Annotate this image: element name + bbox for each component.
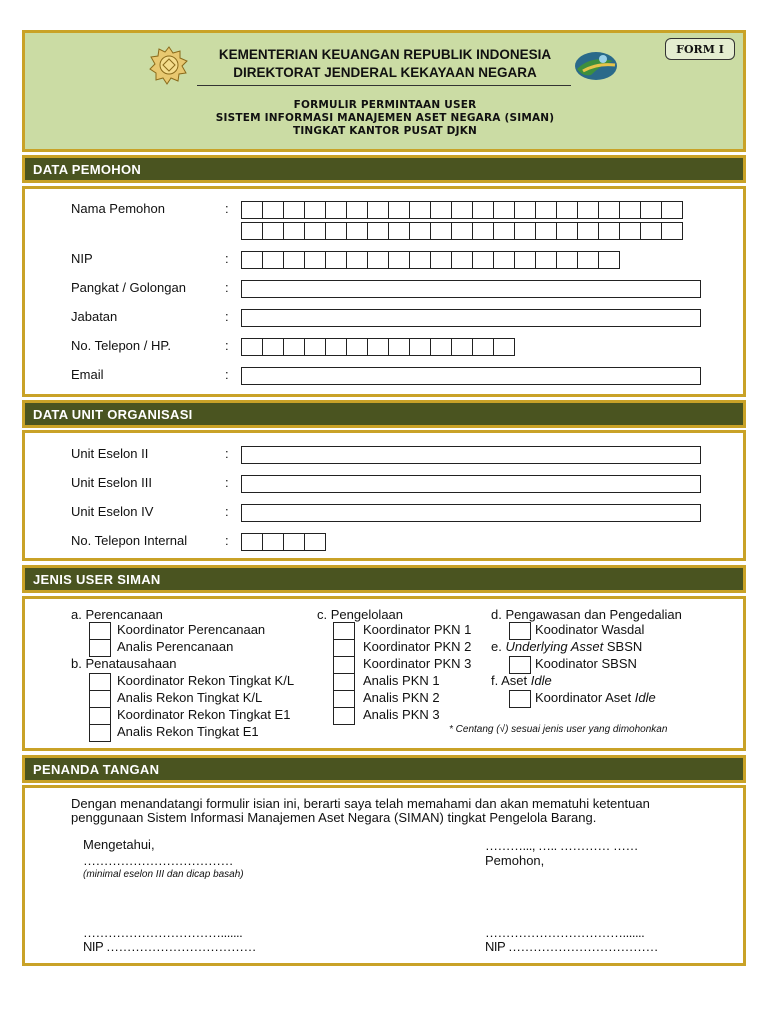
group-c-title: c. Pengelolaan	[317, 607, 404, 622]
eselon3-input[interactable]	[241, 475, 701, 493]
char-cell[interactable]	[367, 338, 389, 356]
char-cell[interactable]	[283, 533, 305, 551]
char-cell[interactable]	[598, 251, 620, 269]
email-input[interactable]	[241, 367, 701, 385]
char-cell[interactable]	[493, 251, 515, 269]
system-name: SISTEM INFORMASI MANAJEMEN ASET NEGARA (SIMAN)	[215, 112, 555, 124]
char-cell[interactable]	[556, 222, 578, 240]
section-penanda-tangan: PENANDA TANGAN	[22, 755, 746, 783]
penanda-tangan-panel	[22, 785, 746, 966]
option-e1-label: Koodinator SBSN	[535, 656, 637, 671]
section-jenis-user: JENIS USER SIMAN	[22, 565, 746, 593]
form-header	[22, 30, 746, 152]
char-cell[interactable]	[262, 222, 284, 240]
checkbox-c1[interactable]	[333, 622, 355, 640]
char-cell[interactable]	[367, 201, 389, 219]
char-cell[interactable]	[283, 222, 305, 240]
char-cell[interactable]	[451, 251, 473, 269]
form-level: TINGKAT KANTOR PUSAT DJKN	[292, 125, 478, 137]
nama-input-row-1[interactable]	[241, 201, 682, 219]
mengetahui-label: Mengetahui,	[83, 837, 155, 852]
char-cell[interactable]	[409, 251, 431, 269]
telepon-internal-input[interactable]	[241, 533, 325, 551]
pangkat-input[interactable]	[241, 280, 701, 298]
option-b4-label: Analis Rekon Tingkat E1	[117, 724, 259, 739]
char-cell[interactable]	[346, 222, 368, 240]
group-a-title: a. Perencanaan	[71, 607, 163, 622]
char-cell[interactable]	[493, 338, 515, 356]
option-a1-label: Koordinator Perencanaan	[117, 622, 266, 637]
group-b-title: b. Penatausahaan	[71, 656, 177, 671]
option-c6-label: Analis PKN 3	[363, 707, 440, 722]
checkbox-a2[interactable]	[89, 639, 111, 657]
char-cell[interactable]	[640, 222, 662, 240]
option-b2-label: Analis Rekon Tingkat K/L	[117, 690, 263, 705]
mengetahui-note: (minimal eselon III dan dicap basah)	[83, 869, 244, 880]
char-cell[interactable]	[241, 251, 263, 269]
right-signature-line[interactable]: …………………………….......	[485, 925, 645, 940]
char-cell[interactable]	[535, 201, 557, 219]
form-title: FORMULIR PERMINTAAN USER	[293, 99, 477, 111]
checkbox-note: * Centang (√) sesuai jenis user yang dimohonkan	[449, 724, 668, 735]
char-cell[interactable]	[388, 251, 410, 269]
char-cell[interactable]	[430, 338, 452, 356]
char-cell[interactable]	[241, 338, 263, 356]
char-cell[interactable]	[283, 251, 305, 269]
char-cell[interactable]	[451, 201, 473, 219]
checkbox-f1[interactable]	[509, 690, 531, 708]
group-d-title: d. Pengawasan dan Pengedalian	[491, 607, 682, 622]
char-cell[interactable]	[661, 222, 683, 240]
char-cell[interactable]	[598, 222, 620, 240]
section-data-pemohon: DATA PEMOHON	[22, 155, 746, 183]
option-c2-label: Koordinator PKN 2	[363, 639, 472, 654]
checkbox-b4[interactable]	[89, 724, 111, 742]
ministry-name: KEMENTERIAN KEUANGAN REPUBLIK INDONESIA	[218, 47, 552, 62]
mengetahui-name-line[interactable]: ………………………………	[83, 853, 233, 868]
char-cell[interactable]	[346, 201, 368, 219]
char-cell[interactable]	[535, 222, 557, 240]
telepon-internal-label: No. Telepon Internal	[71, 533, 188, 548]
char-cell[interactable]	[346, 251, 368, 269]
checkbox-c6[interactable]	[333, 707, 355, 725]
char-cell[interactable]	[577, 222, 599, 240]
char-cell[interactable]	[493, 201, 515, 219]
nip-input[interactable]	[241, 251, 619, 269]
char-cell[interactable]	[304, 201, 326, 219]
option-c1-label: Koordinator PKN 1	[363, 622, 472, 637]
statement-line-2: penggunaan Sistem Informasi Manajemen Aset Negara (SIMAN) tingkat Pengelola Barang.	[71, 810, 597, 825]
checkbox-c2[interactable]	[333, 639, 355, 657]
char-cell[interactable]	[619, 222, 641, 240]
left-signature-line[interactable]: …………………………….......	[83, 925, 243, 940]
group-f-title: f. Aset Idle	[491, 673, 552, 688]
char-cell[interactable]	[577, 251, 599, 269]
date-place-line[interactable]: ………..., ….. ………… ……	[485, 838, 639, 853]
char-cell[interactable]	[304, 251, 326, 269]
pangkat-label: Pangkat / Golongan	[71, 280, 186, 295]
char-cell[interactable]	[241, 533, 263, 551]
option-d1-label: Koodinator Wasdal	[535, 622, 645, 637]
char-cell[interactable]	[472, 338, 494, 356]
char-cell[interactable]	[472, 201, 494, 219]
char-cell[interactable]	[367, 222, 389, 240]
char-cell[interactable]	[388, 201, 410, 219]
checkbox-d1[interactable]	[509, 622, 531, 640]
char-cell[interactable]	[304, 222, 326, 240]
char-cell[interactable]	[619, 201, 641, 219]
char-cell[interactable]	[514, 251, 536, 269]
char-cell[interactable]	[325, 338, 347, 356]
char-cell[interactable]	[556, 251, 578, 269]
right-nip-line[interactable]: NIP ………………………………	[485, 939, 659, 954]
char-cell[interactable]	[535, 251, 557, 269]
section-data-unit: DATA UNIT ORGANISASI	[22, 400, 746, 428]
option-f1-label: Koordinator Aset Idle	[535, 690, 656, 705]
char-cell[interactable]	[409, 201, 431, 219]
pemohon-label: Pemohon,	[485, 853, 545, 868]
char-cell[interactable]	[514, 222, 536, 240]
char-cell[interactable]	[241, 222, 263, 240]
option-b1-label: Koordinator Rekon Tingkat K/L	[117, 673, 295, 688]
char-cell[interactable]	[241, 201, 263, 219]
eselon4-input[interactable]	[241, 504, 701, 522]
nip-label: NIP	[71, 251, 93, 266]
char-cell[interactable]	[430, 251, 452, 269]
eselon2-label: Unit Eselon II	[71, 446, 149, 461]
char-cell[interactable]	[325, 201, 347, 219]
checkbox-e1[interactable]	[509, 656, 531, 674]
char-cell[interactable]	[283, 201, 305, 219]
option-a2-label: Analis Perencanaan	[117, 639, 234, 654]
char-cell[interactable]	[640, 201, 662, 219]
char-cell[interactable]	[409, 222, 431, 240]
jabatan-label: Jabatan	[71, 309, 118, 324]
group-e-title: e. Underlying Asset SBSN	[491, 639, 643, 654]
char-cell[interactable]	[367, 251, 389, 269]
char-cell[interactable]	[451, 338, 473, 356]
char-cell[interactable]	[430, 201, 452, 219]
directorate-name: DIREKTORAT JENDERAL KEKAYAAN NEGARA	[233, 65, 537, 80]
char-cell[interactable]	[472, 251, 494, 269]
char-cell[interactable]	[325, 222, 347, 240]
char-cell[interactable]	[472, 222, 494, 240]
left-nip-line[interactable]: NIP ………………………………	[83, 939, 257, 954]
eselon2-input[interactable]	[241, 446, 701, 464]
jabatan-input[interactable]	[241, 309, 701, 327]
char-cell[interactable]	[661, 201, 683, 219]
char-cell[interactable]	[493, 222, 515, 240]
char-cell[interactable]	[346, 338, 368, 356]
option-c5-label: Analis PKN 2	[363, 690, 440, 705]
char-cell[interactable]	[262, 201, 284, 219]
eselon4-label: Unit Eselon IV	[71, 504, 154, 519]
char-cell[interactable]	[451, 222, 473, 240]
checkbox-c5[interactable]	[333, 690, 355, 708]
data-unit-panel: Unit Eselon II : Unit Eselon III : Unit Eselon IV : No. Telepon Internal :	[22, 430, 746, 561]
char-cell[interactable]	[514, 201, 536, 219]
checkbox-c4[interactable]	[333, 673, 355, 691]
checkbox-b3[interactable]	[89, 707, 111, 725]
telepon-label: No. Telepon / HP.	[71, 338, 171, 353]
telepon-input[interactable]	[241, 338, 514, 356]
char-cell[interactable]	[577, 201, 599, 219]
option-b3-label: Koordinator Rekon Tingkat E1	[117, 707, 291, 722]
char-cell[interactable]	[409, 338, 431, 356]
checkbox-b2[interactable]	[89, 690, 111, 708]
option-c4-label: Analis PKN 1	[363, 673, 440, 688]
char-cell[interactable]	[430, 222, 452, 240]
char-cell[interactable]	[262, 338, 284, 356]
char-cell[interactable]	[304, 338, 326, 356]
jenis-user-panel	[22, 596, 746, 751]
char-cell[interactable]	[262, 533, 284, 551]
checkbox-c3[interactable]	[333, 656, 355, 674]
nama-label: Nama Pemohon	[71, 201, 165, 216]
email-label: Email	[71, 367, 104, 382]
option-c3-label: Koordinator PKN 3	[363, 656, 472, 671]
char-cell[interactable]	[556, 201, 578, 219]
nama-input-row-2[interactable]	[241, 222, 682, 240]
char-cell[interactable]	[388, 222, 410, 240]
header-divider	[197, 85, 571, 86]
form-code-badge: FORM I	[665, 38, 735, 60]
statement-line-1: Dengan menandatangi formulir isian ini, berarti saya telah memahami dan akan mematuhi ketentuan	[71, 796, 650, 811]
checkbox-a1[interactable]	[89, 622, 111, 640]
char-cell[interactable]	[304, 533, 326, 551]
checkbox-b1[interactable]	[89, 673, 111, 691]
char-cell[interactable]	[325, 251, 347, 269]
char-cell[interactable]	[262, 251, 284, 269]
data-pemohon-panel: Nama Pemohon : NIP : Pangkat / Golongan : Jabatan : No. Telepon / HP. : Email :	[22, 186, 746, 397]
char-cell[interactable]	[388, 338, 410, 356]
char-cell[interactable]	[283, 338, 305, 356]
eselon3-label: Unit Eselon III	[71, 475, 152, 490]
char-cell[interactable]	[598, 201, 620, 219]
